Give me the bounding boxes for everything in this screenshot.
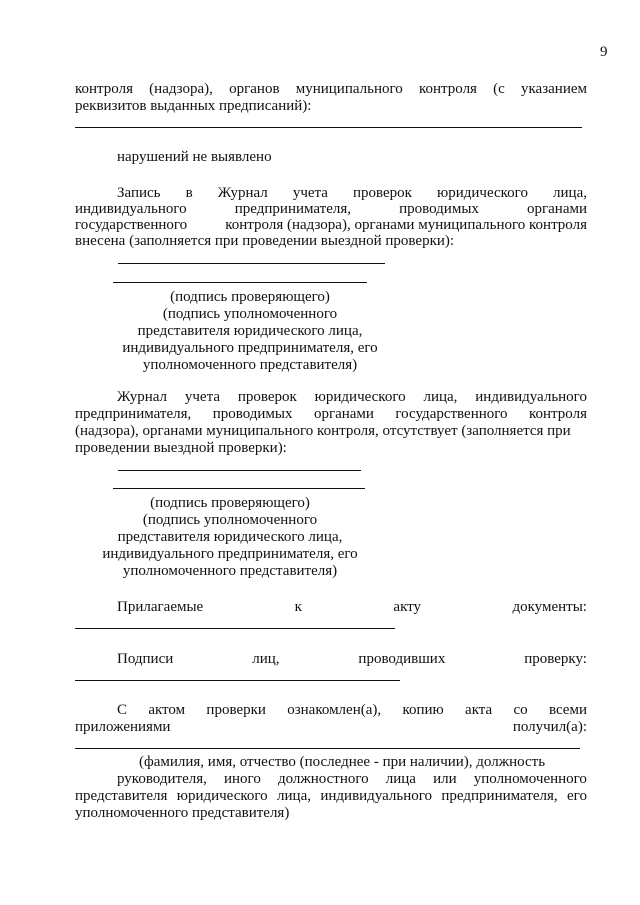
blank-line-prescriptions [75, 127, 582, 128]
journal-absent-line-2: предпринимателя, проводимых органами государственного контроля [75, 406, 587, 422]
signature-caption: (подпись проверяющего) [170, 289, 330, 305]
journal-entry-line-4: внесена (заполняется при проведении выездной проверки): [75, 233, 455, 249]
blank-line-attached [75, 628, 395, 629]
footer-line-4: уполномоченного представителя) [75, 805, 290, 821]
attached-documents-line: Прилагаемые к акту документы: [117, 599, 587, 615]
journal-absent-line-3: (надзора), органами муниципального контроля, отсутствует (заполняется при [75, 423, 571, 439]
intro-line-2: реквизитов выданных предписаний): [75, 98, 312, 114]
journal-absent-line-1: Журнал учета проверок юридического лица, индивидуального [117, 389, 587, 405]
signature-caption: (подпись уполномоченного [162, 306, 338, 322]
signature-caption: индивидуального предпринимателя, его [102, 546, 358, 562]
signature-caption: (подпись уполномоченного [142, 512, 318, 528]
signature-caption: представителя юридического лица, [117, 529, 343, 545]
signature-line-inspector-2 [118, 470, 361, 471]
blank-line-acquainted [75, 748, 580, 749]
footer-line-3: представителя юридического лица, индивидуального предпринимателя, его [75, 788, 587, 804]
footer-line-2: руководителя, иного должностного лица или уполномоченного [117, 771, 587, 787]
intro-line-1: контроля (надзора), органов муниципального контроля (с указанием [75, 81, 587, 97]
signature-line-representative-1 [113, 282, 367, 283]
signature-caption: (подпись проверяющего) [150, 495, 310, 511]
signature-line-inspector-1 [118, 263, 385, 264]
page-number: 9 [600, 44, 608, 60]
signature-line-representative-2 [113, 488, 365, 489]
signature-caption: представителя юридического лица, [137, 323, 363, 339]
acquainted-line-1: С актом проверки ознакомлен(а), копию акта со всеми [117, 702, 587, 718]
inspectors-signatures-line: Подписи лиц, проводивших проверку: [117, 651, 587, 667]
blank-line-signatures [75, 680, 400, 681]
journal-entry-line-3: государственного контроля (надзора), органами муниципального контроля [75, 217, 587, 233]
journal-absent-line-4: проведении выездной проверки): [75, 440, 287, 456]
footer-line-1: (фамилия, имя, отчество (последнее - при наличии), должность [139, 754, 546, 770]
signature-caption: уполномоченного представителя) [122, 563, 338, 579]
no-violations-text: нарушений не выявлено [117, 149, 272, 165]
acquainted-line-2: приложениями получил(а): [75, 719, 587, 735]
journal-entry-line-2: индивидуального предпринимателя, проводимых органами [75, 201, 587, 217]
journal-entry-line-1: Запись в Журнал учета проверок юридического лица, [117, 185, 587, 201]
signature-caption: индивидуального предпринимателя, его [122, 340, 378, 356]
signature-caption: уполномоченного представителя) [142, 357, 358, 373]
